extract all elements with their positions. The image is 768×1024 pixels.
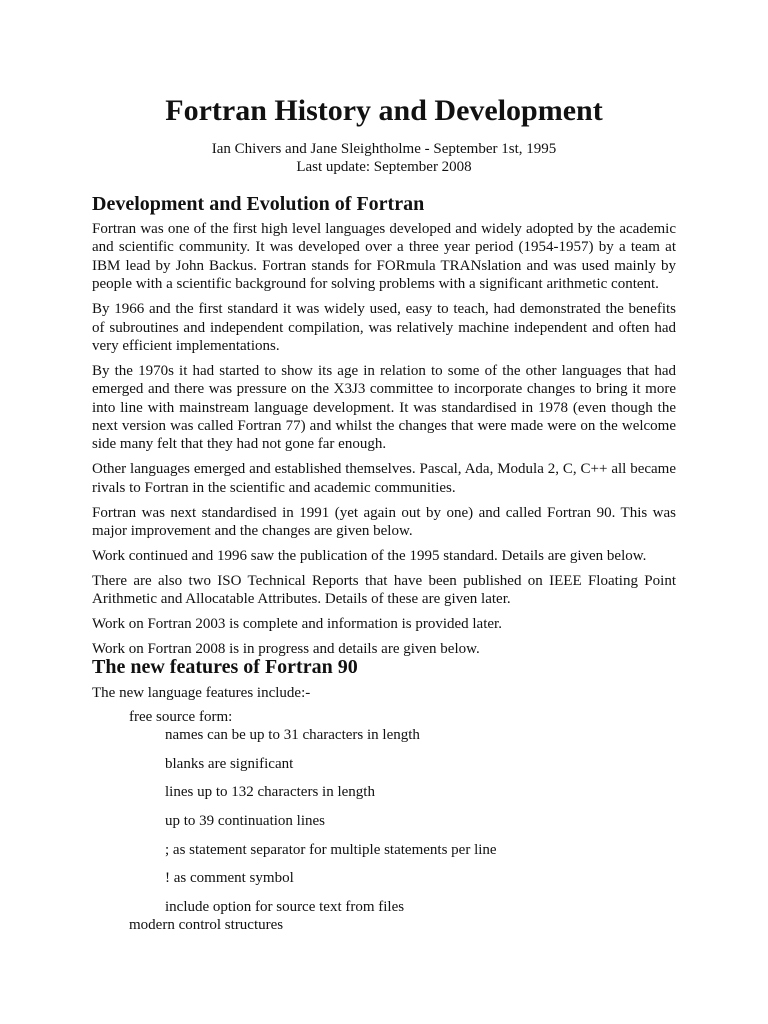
page-title: Fortran History and Development — [165, 94, 603, 127]
list-item: blanks are significant — [165, 755, 294, 772]
paragraph: Other languages emerged and established themselves. Pascal, Ada, Modula 2, C, C++ all became rivals to Fortran in the scientific and academic communities. — [92, 461, 676, 496]
feature-free-source-form: free source form: — [129, 709, 233, 725]
paragraph: Fortran was next standardised in 1991 (yet again out by one) and called Fortran 90. This was major improvement and the changes are given below. — [92, 504, 676, 540]
section-body-development — [92, 220, 676, 665]
features-intro: The new language features include:- — [92, 685, 311, 701]
list-item: ! as comment symbol — [165, 870, 294, 887]
paragraph: Work on Fortran 2008 is in progress and details are given below. — [92, 641, 480, 658]
list-item: include option for source text from files — [165, 899, 405, 916]
feature-list — [129, 708, 669, 934]
list-item: names can be up to 31 characters in length — [165, 727, 420, 743]
list-item: lines up to 132 characters in length — [165, 784, 375, 801]
paragraph: By 1966 and the first standard it was widely used, easy to teach, had demonstrated the benefits of subroutines and independent compilation, was relatively machine independent and often had very efficient implementations. — [92, 301, 676, 354]
byline — [92, 140, 676, 176]
paragraph: Fortran was one of the first high level languages developed and widely adopted by the academic and scientific community. It was developed over a three year period (1954-1957) by a team at IBM lead by John Backus. Fortran stands for FORmula TRANslation and was used mainly by people with a scientific background for solving problems with a significant arithmetic content. — [92, 221, 676, 293]
paragraph: There are also two ISO Technical Reports that have been published on IEEE Floating Point Arithmetic and Allocatable Attributes. Details of these are given later. — [92, 572, 676, 608]
list-item: up to 39 continuation lines — [165, 813, 325, 830]
feature-modern-control-structures: modern control structures — [129, 917, 284, 934]
paragraph: By the 1970s it had started to show its age in relation to some of the other languages that had emerged and there was pressure on the X3J3 committee to incorporate changes to bring it more into line with mainstream language development. It was standardised in 1978 (even though the next version was called Fortran 77) and whilst the changes that were made were on the welcome side many felt that they had not gone far enough. — [92, 362, 676, 453]
section-heading-development: Development and Evolution of Fortran — [92, 193, 425, 215]
list-item: ; as statement separator for multiple statements per line — [165, 841, 497, 858]
authors-line: Ian Chivers and Jane Sleightholme - September 1st, 1995 — [211, 141, 557, 157]
section-heading-fortran90: The new features of Fortran 90 — [92, 656, 358, 678]
paragraph: Work on Fortran 2003 is complete and information is provided later. — [92, 616, 502, 633]
paragraph: Work continued and 1996 saw the publication of the 1995 standard. Details are given below. — [92, 548, 647, 564]
update-line: Last update: September 2008 — [296, 159, 472, 175]
free-source-form-list — [129, 726, 669, 916]
